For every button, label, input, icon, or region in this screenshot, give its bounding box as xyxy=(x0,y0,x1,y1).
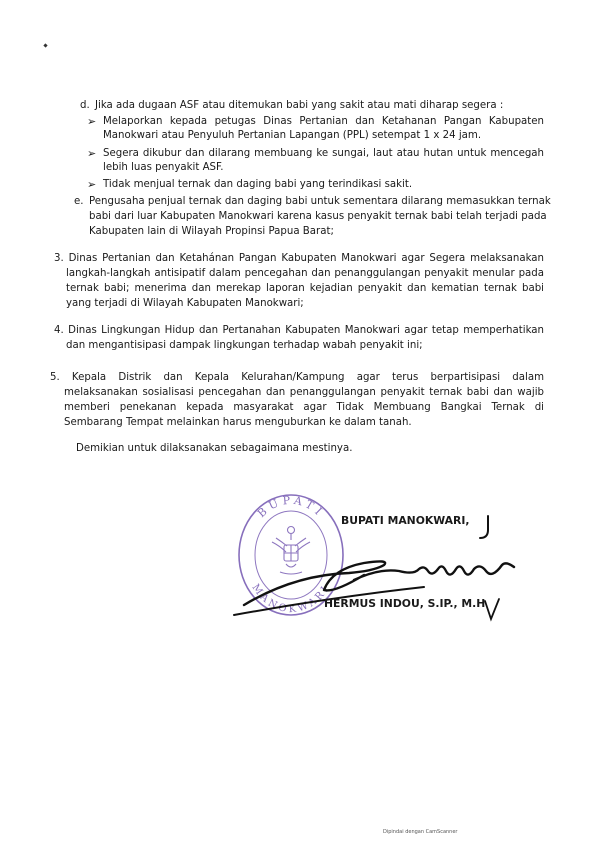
item-3-line-4: yang terjadi di Wilayah Kabupaten Manokwari; xyxy=(66,298,304,309)
bullet-3-line-1: Tidak menjual ternak dan daging babi yang terindikasi sakit. xyxy=(103,179,413,190)
item-e-line-3: Kabupaten lain di Wilayah Propinsi Papua Barat; xyxy=(89,226,334,237)
closing-sentence: Demikian untuk dilaksanakan sebagaimana mestinya. xyxy=(76,443,353,454)
scan-mark xyxy=(43,43,47,47)
svg-text:BUPATI: BUPATI xyxy=(254,493,328,521)
item-5-line-1: 5. Kepala Distrik dan Kepala Kelurahan/Kampung agar terus berpartisipasi dalam xyxy=(50,372,544,383)
item-3-line-2: langkah-langkah antisipatif dalam pencegahan dan penanggulangan penyakit menular pada xyxy=(66,268,544,279)
item-e-line-2: babi dari luar Kabupaten Manokwari karena kasus penyakit ternak babi telah terjadi pada xyxy=(89,211,547,222)
bullet-1-line-1: Melaporkan kepada petugas Dinas Pertanian dan Ketahanan Pangan Kabupaten xyxy=(103,116,544,127)
signature-name: HERMUS INDOU, S.IP., M.H xyxy=(324,597,486,610)
item-5-line-3: memberi penekanan kepada masyarakat agar Tidak Membuang Bangkai Ternak di xyxy=(64,402,544,413)
bullet-1-line-2: Manokwari atau Penyuluh Pertanian Lapangan (PPL) setempat 1 x 24 jam. xyxy=(103,130,482,141)
item-e-line-1: Pengusaha penjual ternak dan daging babi untuk sementara dilarang memasukkan ternak xyxy=(89,196,551,207)
item-4-line-2: dan mengantisipasi dampak lingkungan terhadap wabah penyakit ini; xyxy=(66,340,423,351)
item-5-line-4: Sembarang Tempat melainkan harus menguburkan ke dalam tanah. xyxy=(64,417,412,428)
bullet-2-line-1: Segera dikubur dan dilarang membuang ke sungai, laut atau hutan untuk mencegah xyxy=(103,148,544,159)
svg-text:MANOKWARI: MANOKWARI xyxy=(249,582,333,616)
arrow-bullet-icon: ➢ xyxy=(87,178,97,191)
arrow-bullet-icon: ➢ xyxy=(87,115,97,128)
bullet-2-line-2: lebih luas penyakit ASF. xyxy=(103,162,224,173)
item-d-marker: d. xyxy=(80,100,90,111)
item-4-line-1: 4. Dinas Lingkungan Hidup dan Pertanahan Kabupaten Manokwari agar tetap memperhatikan xyxy=(54,325,544,336)
signature-title: BUPATI MANOKWARI, xyxy=(341,514,470,527)
initial-mark xyxy=(483,597,503,625)
item-e-marker: e. xyxy=(74,196,84,207)
arrow-bullet-icon: ➢ xyxy=(87,147,97,160)
item-d-intro: Jika ada dugaan ASF atau ditemukan babi yang sakit atau mati diharap segera : xyxy=(95,100,504,111)
scanner-footer: Dipindai dengan CamScanner xyxy=(383,829,458,835)
item-3-line-3: ternak babi; menerima dan merekap laporan kejadian penyakit dan kematian ternak babi xyxy=(66,283,544,294)
item-5-line-2: melaksanakan sosialisasi pencegahan dan penanggulangan penyakit ternak babi dan wajib xyxy=(64,387,544,398)
item-3-line-1: 3. Dinas Pertanian dan Ketahánan Pangan Kabupaten Manokwari agar Segera melaksanakan xyxy=(54,253,544,264)
initial-mark xyxy=(476,514,496,544)
